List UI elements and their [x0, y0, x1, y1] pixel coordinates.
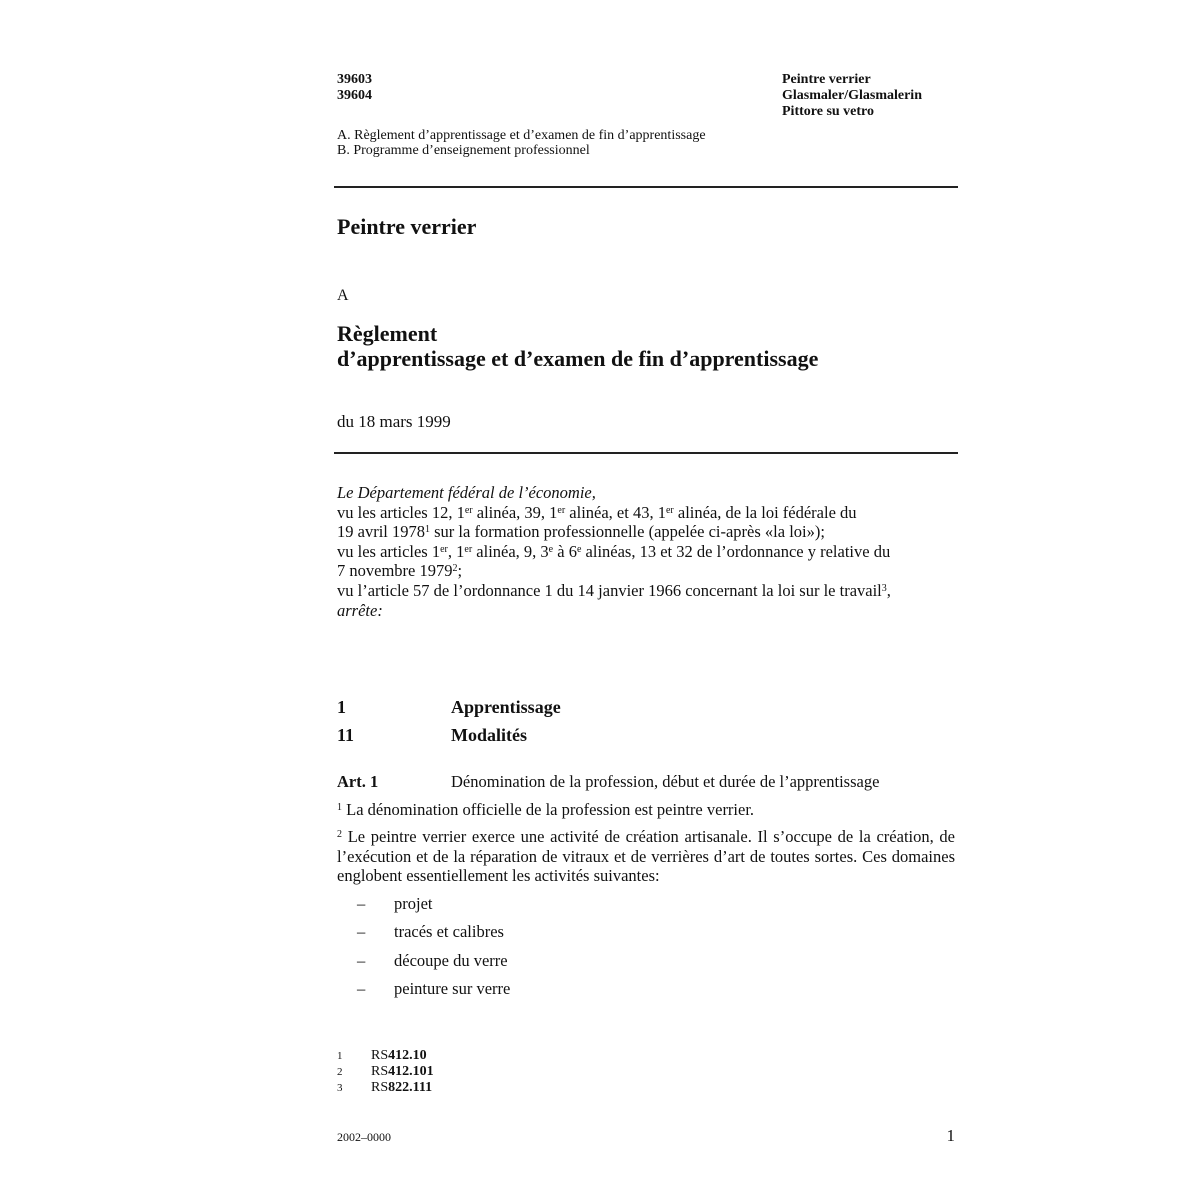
section-headings — [337, 693, 957, 749]
sr-number-2: 39604 — [337, 88, 372, 103]
preamble-line-4: 7 novembre 1979$^2$; — [337, 561, 463, 581]
profession-title-it: Pittore su vetro — [782, 104, 875, 119]
profession-title-de: Glasmaler/Glasmalerin — [782, 88, 922, 103]
document-code: 2002–0000 — [337, 1130, 391, 1144]
regulation-date: du 18 mars 1999 — [337, 412, 451, 431]
preamble — [337, 483, 957, 620]
part-a-description: A. Règlement d’apprentissage et d’examen de fin d’apprentissage — [337, 128, 706, 143]
activity-list — [337, 894, 955, 1008]
footnote-ref-2[interactable]: 2 — [452, 563, 458, 575]
profession-title-fr: Peintre verrier — [782, 72, 871, 87]
subsection-number: 11 — [337, 725, 355, 745]
sr-number-1: 39603 — [337, 72, 372, 87]
subsection-title: Modalités — [451, 725, 527, 745]
footnote: 2 RS 412.101 — [337, 1064, 434, 1079]
footnote-ref-link[interactable]: 412.101 — [388, 1064, 434, 1079]
parts-list — [337, 128, 957, 158]
footnote-ref-1[interactable]: 1 — [425, 524, 430, 536]
title-divider — [334, 452, 958, 454]
page-footer — [337, 1126, 955, 1146]
preamble-line-2: 19 avril 1978$^1$ sur la formation professionnelle (appelée ci-après «la loi»); — [337, 522, 825, 542]
header-block — [337, 72, 957, 120]
article-paragraph-1: $^1$ La dénomination officielle de la profession est peintre verrier. — [337, 799, 755, 819]
list-item: – projet — [357, 893, 433, 913]
regulation-title-line1: Règlement — [337, 321, 438, 346]
header-divider — [334, 186, 958, 188]
subsection-heading — [337, 721, 957, 749]
footnotes — [337, 1048, 434, 1096]
list-item: – découpe du verre — [357, 950, 508, 970]
preamble-line-5: vu l’article 57 de l’ordonnance 1 du 14 janvier 1966 concernant la loi sur le travail$^3$, — [337, 580, 891, 600]
preamble-line-1: vu les articles 12, 1er alinéa, 39, 1er alinéa, et 43, 1er alinéa, de la loi fédérale du — [337, 502, 857, 522]
article-1 — [337, 772, 955, 1008]
article-title: Dénomination de la profession, début et durée de l’apprentissage — [451, 772, 880, 791]
footnote-ref-link[interactable]: 412.10 — [388, 1048, 427, 1063]
page-number: 1 — [946, 1126, 955, 1145]
preamble-line-3: vu les articles 1er, 1er alinéa, 9, 3e à 6e alinéas, 13 et 32 de l’ordonnance y relative du — [337, 541, 891, 561]
section-number: 1 — [337, 697, 346, 717]
section-title: Apprentissage — [451, 697, 561, 717]
part-b-description: B. Programme d’enseignement professionnel — [337, 143, 590, 158]
arrete-line: arrête: — [337, 600, 383, 620]
regulation-title-line2: d’apprentissage et d’examen de fin d’apprentissage — [337, 346, 819, 371]
document-header — [337, 72, 957, 158]
document-title: Peintre verrier — [337, 214, 477, 239]
footnote: 3 RS 822.111 — [337, 1080, 433, 1095]
section-heading — [337, 693, 957, 721]
article-heading — [337, 772, 955, 792]
footnote-ref-3[interactable]: 3 — [881, 582, 887, 594]
department-line: Le Département fédéral de l’économie, — [337, 483, 596, 502]
list-item: – peinture sur verre — [357, 979, 511, 999]
part-letter: A — [337, 287, 349, 304]
footnote: 1 RS 412.10 — [337, 1048, 427, 1063]
list-item: – tracés et calibres — [357, 922, 504, 942]
regulation-title — [337, 321, 818, 371]
footnote-ref-link[interactable]: 822.111 — [388, 1080, 433, 1095]
article-number: Art. 1 — [337, 772, 379, 791]
article-paragraph-2: $^2$ Le peintre verrier exerce une activité de création artisanale. Il s’occupe de la création, de l’exécution et de la réparation de vitraux et de verrières d’art de toutes sortes. Ces domaines englobent essentiellement les activités suivantes: — [337, 827, 955, 886]
